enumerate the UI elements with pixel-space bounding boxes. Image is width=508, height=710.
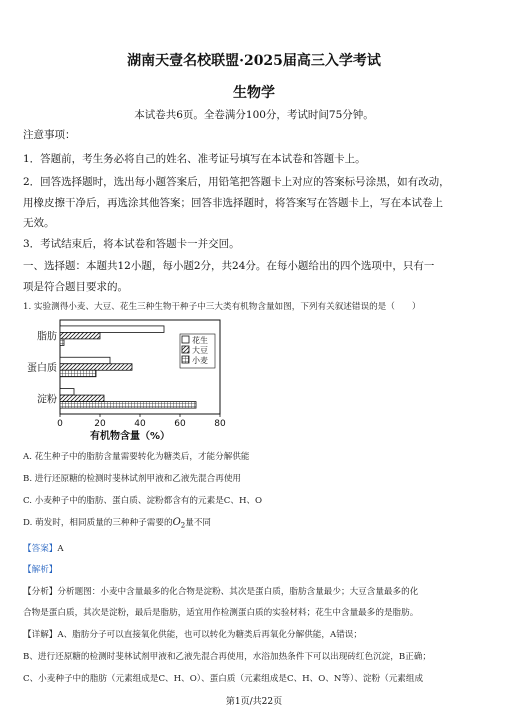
exam-meta: 本试卷共6页。全卷满分100分，考试时间75分钟。: [134, 109, 374, 121]
analysis-fenxi-line-1: 【分析】分析题图：小麦中含量最多的化合物是淀粉、其次是蛋白质，脂肪含量最少；大豆含量最多的化: [23, 587, 419, 597]
x-tick-label: 80: [214, 419, 226, 429]
bar-大豆-淀粉: [60, 395, 104, 402]
question-1-option-d: [23, 516, 211, 530]
bar-花生-淀粉: [60, 389, 74, 396]
question-1-option-a: A. 花生种子中的脂肪含量需要转化为糖类后，才能分解供能: [23, 452, 250, 462]
section-heading-line-1: 一、选择题：本题共12小题，每小题2分，共24分。在每小题给出的四个选项中，只有一: [23, 260, 435, 272]
question-1-option-b: B. 进行还原糖的检测时斐林试剂甲液和乙液先混合再使用: [23, 474, 242, 484]
chart-legend: [180, 334, 215, 368]
answer-value: A: [57, 544, 64, 554]
x-tick-label: 0: [57, 419, 63, 429]
bar-小麦-脂肪: [60, 339, 64, 346]
analysis-xiangjie-line-2: B、进行还原糖的检测时斐林试剂甲液和乙液先混合再使用，水浴加热条件下可以出现砖红色沉淀，B正确；: [23, 652, 431, 662]
bar-大豆-脂肪: [60, 332, 100, 339]
x-tick-label: 40: [134, 419, 146, 429]
organic-content-chart: [20, 316, 250, 444]
answer-label: 【答案】: [23, 544, 58, 554]
exam-title: 湖南天壹名校联盟·2025届高三入学考试: [127, 53, 381, 69]
question-1-stem: 1. 实验测得小麦、大豆、花生三种生物干种子中三大类有机物含量如图，下列有关叙述错误的是（ ）: [23, 302, 421, 312]
bar-小麦-蛋白质: [60, 370, 96, 377]
page-footer: 第1页/共22页: [225, 697, 283, 707]
analysis-xiangjie-line-1: 【详解】A、脂肪分子可以直接氧化供能，也可以转化为糖类后再氧化分解供能，A错误；: [23, 630, 362, 640]
x-tick-label: 60: [174, 419, 186, 429]
oxygen-subscript: 2: [180, 521, 186, 530]
option-d-text-post: 量不同: [185, 518, 212, 528]
legend-swatch-小麦: [182, 356, 189, 363]
notes-item-2-line-3: 无效。: [23, 217, 55, 229]
legend-swatch-大豆: [182, 346, 189, 353]
bar-花生-蛋白质: [60, 357, 110, 364]
analysis-label: 【解析】: [23, 565, 58, 575]
notes-heading: 注意事项：: [23, 129, 76, 141]
bar-大豆-蛋白质: [60, 364, 132, 371]
analysis-xiangjie-line-3: C、小麦种子中的脂肪（元素组成是C、H、O）、蛋白质（元素组成是C、H、O、N等）、淀粉（元素组成: [23, 674, 424, 684]
legend-label-小麦: 小麦: [192, 356, 208, 365]
option-d-text-pre: D. 萌发时，相同质量的三种种子需要的: [23, 518, 173, 528]
notes-item-3: 3．考试结束后，将本试卷和答题卡一并交回。: [23, 238, 240, 250]
analysis-fenxi-line-2: 合物是蛋白质，其次是淀粉，最后是脂肪，适宜用作检测蛋白质的实验材料；花生中含量最多的是脂肪。: [23, 608, 419, 618]
bar-花生-脂肪: [60, 326, 164, 333]
category-label: 淀粉: [37, 394, 57, 406]
x-axis-label: 有机物含量（%）: [89, 431, 171, 442]
bar-小麦-淀粉: [60, 402, 196, 409]
question-1-option-c: C. 小麦种子中的脂肪、蛋白质、淀粉都含有的元素是C、H、O: [23, 496, 263, 506]
legend-label-大豆: 大豆: [192, 346, 208, 355]
oxygen-symbol: O: [172, 517, 181, 528]
legend-label-花生: 花生: [192, 336, 208, 345]
legend-swatch-花生: [182, 336, 189, 343]
answer-line: [23, 542, 64, 554]
notes-item-1: 1．答题前，考生务必将自己的姓名、准考证号填写在本试卷和答题卡上。: [23, 153, 366, 165]
category-label: 脂肪: [37, 331, 57, 343]
x-tick-label: 20: [94, 419, 106, 429]
notes-item-2-line-1: 2．回答选择题时，选出每小题答案后，用铅笔把答题卡上对应的答案标号涂黑，如有改动，: [23, 176, 450, 188]
subject-title: 生物学: [233, 85, 275, 101]
section-heading-line-2: 项是符合题目要求的。: [23, 281, 128, 293]
notes-item-2-line-2: 用橡皮擦干净后，再选涂其他答案；回答非选择题时，将答案写在答题卡上，写在本试卷上: [23, 197, 443, 209]
category-label: 蛋白质: [27, 363, 57, 374]
